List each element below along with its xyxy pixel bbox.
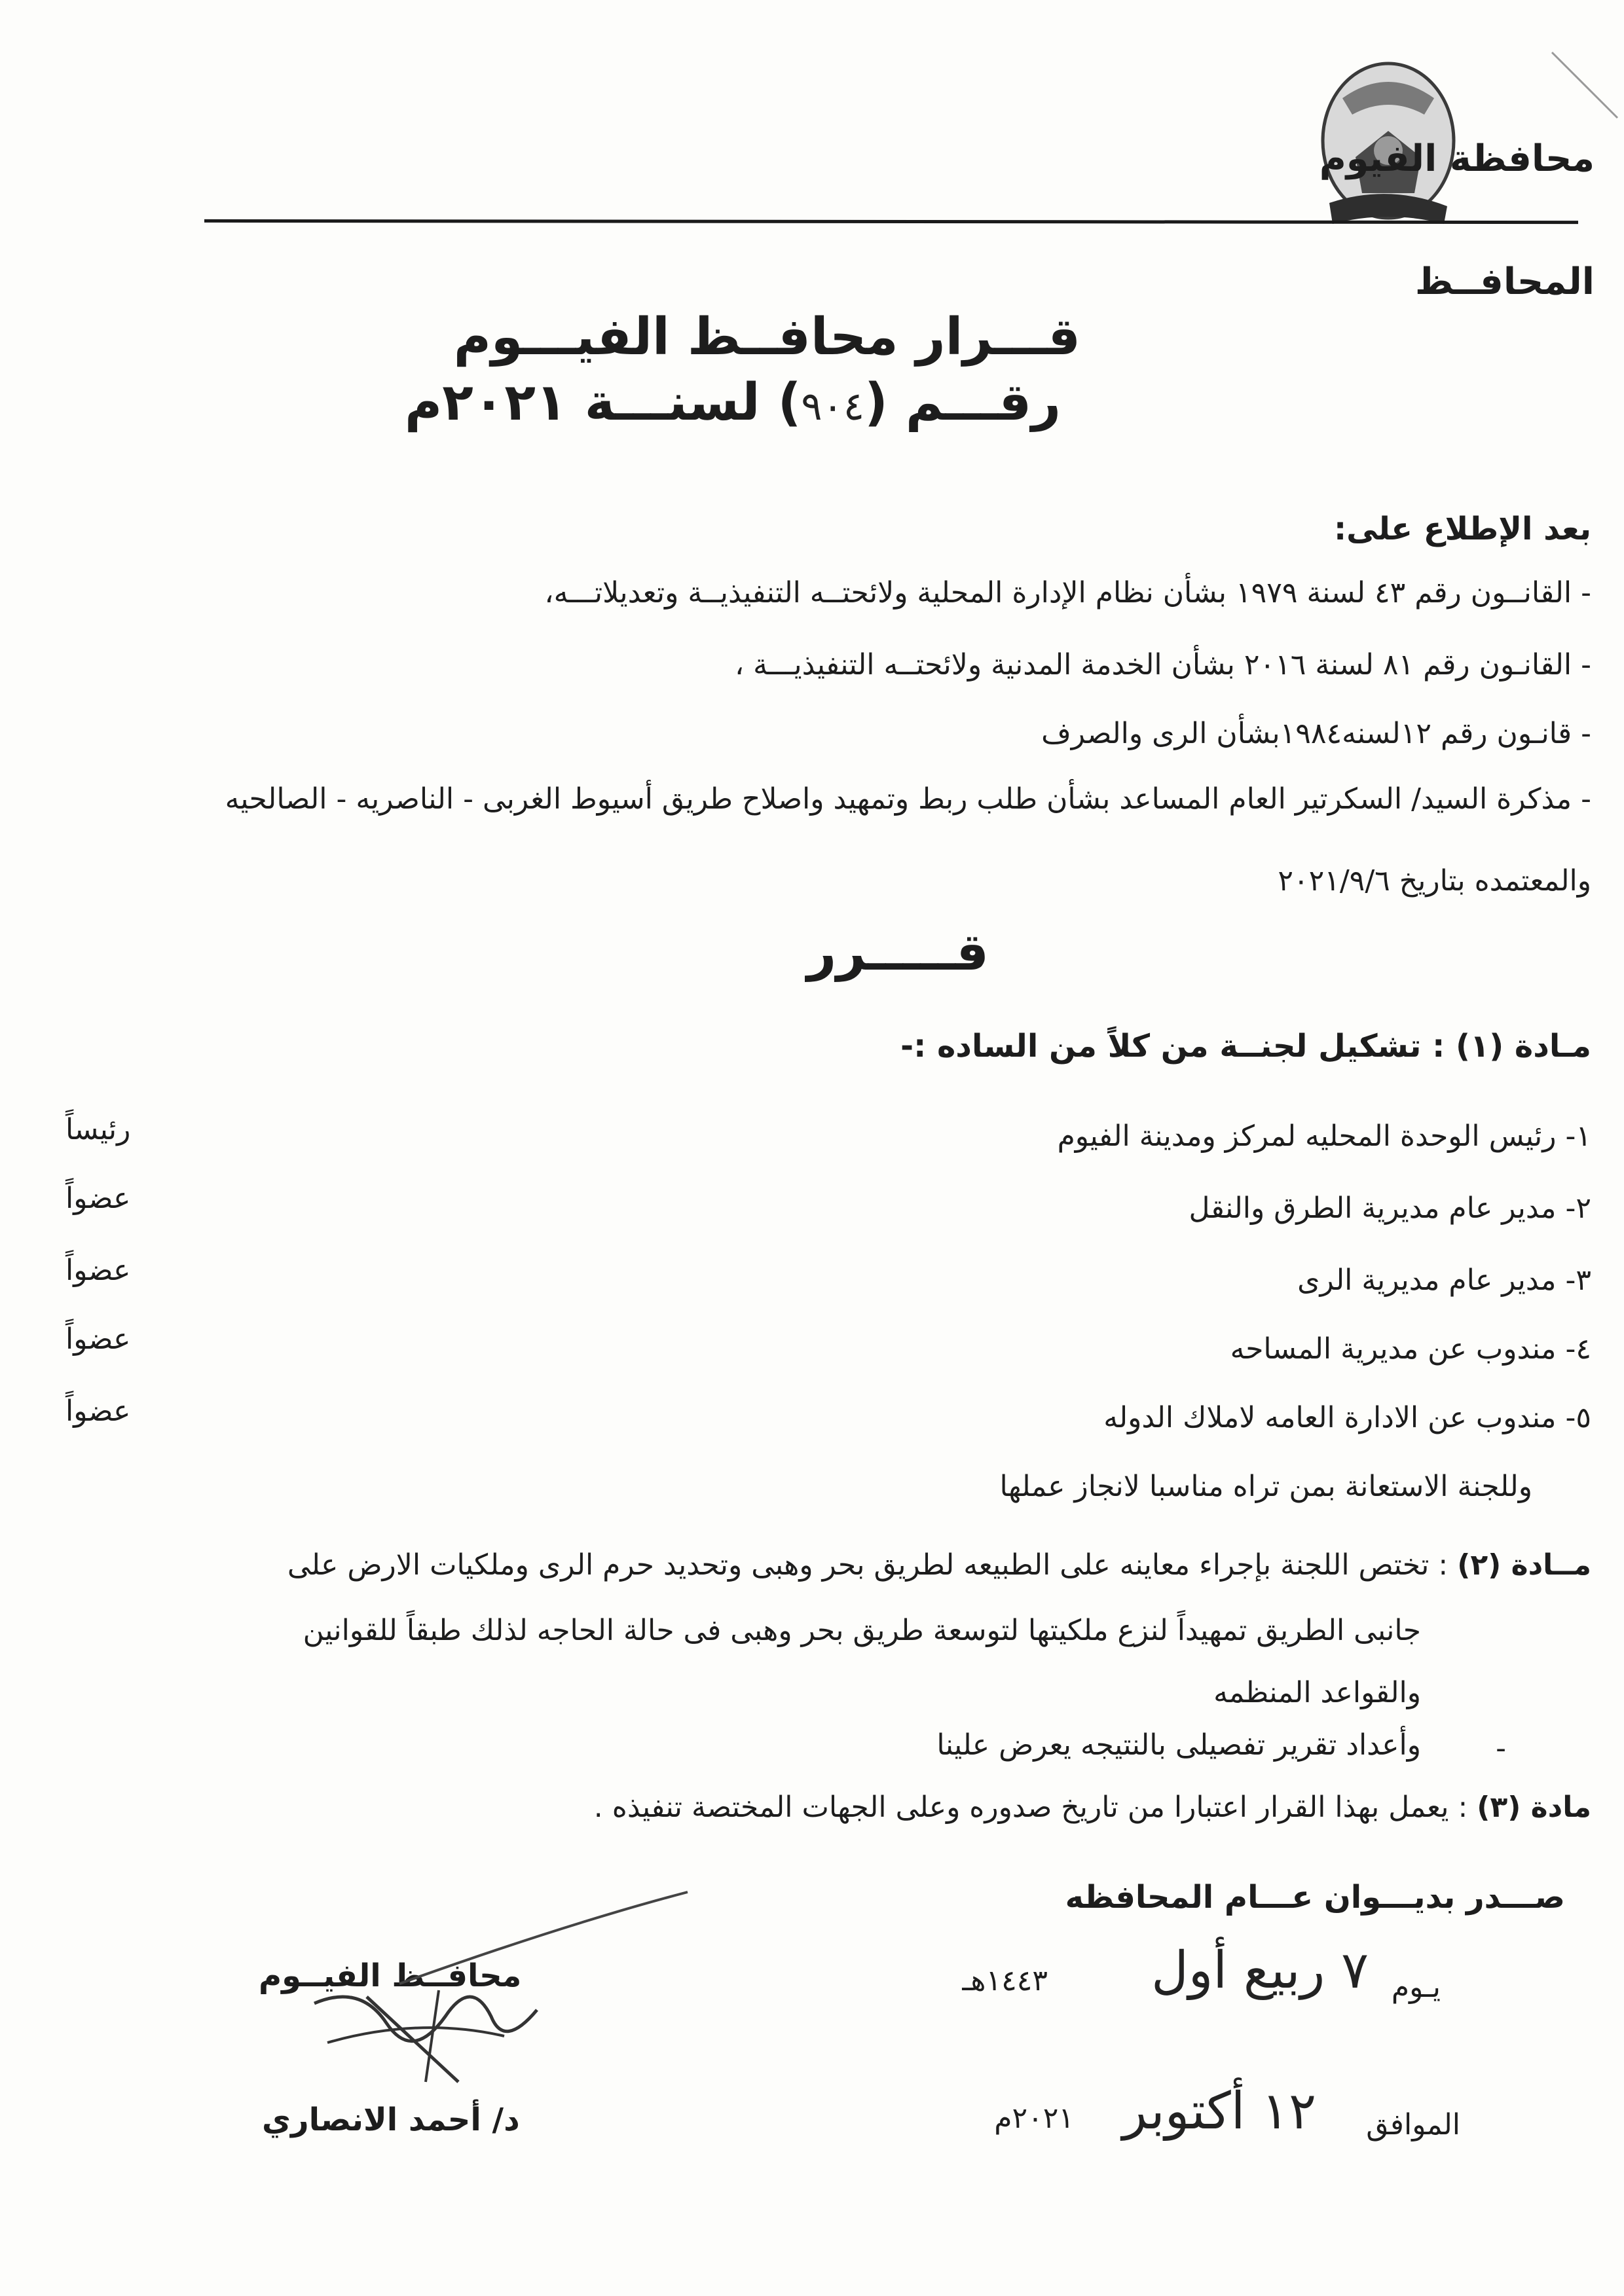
scan-mark — [1545, 46, 1624, 124]
article-1 — [900, 1028, 1591, 1065]
member-4-role: عضواً — [65, 1322, 131, 1356]
decision-heading: قـــــرر — [807, 923, 989, 982]
signatory-name: د/ أحمد الانصاري — [262, 2102, 520, 2138]
preamble-continuation: والمعتمده بتاريخ ٢٠٢١/٩/٦ — [1278, 864, 1591, 898]
member-2: ٢- مدير عام مديرية الطرق والنقل — [1189, 1192, 1591, 1225]
preamble-item-2: - القانـون رقم ٨١ لسنة ٢٠١٦ بشأن الخدمة المدنية ولائحتــه التنفيذيـــة ، — [734, 648, 1591, 682]
article-1-text: : تشكيل لجنــة من كلاً من الساده :- — [900, 1028, 1445, 1065]
member-5: ٥- مندوب عن الادارة العامه لاملاك الدوله — [1103, 1401, 1591, 1434]
office-label: المحافــظ — [1414, 261, 1595, 303]
article-3 — [594, 1791, 1591, 1824]
article-2-bullet-dash: - — [1496, 1732, 1506, 1765]
decision-number — [405, 373, 1061, 432]
article-3-label: مادة (٣) — [1477, 1791, 1591, 1824]
member-1-role: رئيساً — [65, 1113, 131, 1146]
hijri-day-label: يـوم — [1391, 1971, 1441, 2004]
header-rule — [204, 219, 1578, 224]
member-3-role: عضواً — [65, 1254, 131, 1287]
hijri-year: ١٤٤٣هـ — [962, 1964, 1048, 1997]
greg-date-handwritten: ١٢ أكتوبر — [1122, 2082, 1316, 2141]
greg-year: ٢٠٢١م — [994, 2102, 1074, 2135]
number-prefix: رقـــم ( — [864, 373, 1061, 432]
issuance-heading: صـــدر بديـــوان عـــام المحافظه — [1065, 1879, 1565, 1916]
decision-title: قـــرار محافــظ الفيـــوم — [453, 308, 1080, 367]
hijri-date-handwritten: ٧ ربيع أول — [1151, 1941, 1369, 2000]
preamble-item-1: - القانــون رقم ٤٣ لسنة ١٩٧٩ بشأن نظام الإدارة المحلية ولائحتــه التنفيذيــة وتعديلاتـــه، — [544, 576, 1591, 610]
article-2-line-1: : تختص اللجنة بإجراء معاينه على الطبيعه لطريق بحر وهبى وتحديد حرم الرى وملكيات الارض على — [287, 1548, 1449, 1582]
member-5-role: عضواً — [65, 1394, 131, 1428]
article-3-text: : يعمل بهذا القرار اعتبارا من تاريخ صدوره وعلى الجهات المختصة تنفيذه . — [593, 1791, 1468, 1824]
article-2-bullet: وأعداد تقرير تفصيلى بالنتيجه يعرض علينا — [936, 1728, 1421, 1762]
preamble-item-3: - قانـون رقم ١٢لسنه١٩٨٤بشأن الرى والصرف — [1041, 717, 1591, 750]
preamble-item-4: - مذكرة السيد/ السكرتير العام المساعد بشأن طلب ربط وتمهيد واصلاح طريق أسيوط الغربى - الناصريه - الصالحيه — [225, 782, 1591, 816]
article-2 — [287, 1548, 1591, 1582]
member-4: ٤- مندوب عن مديرية المساحه — [1230, 1332, 1591, 1366]
member-3: ٣- مدير عام مديرية الرى — [1297, 1264, 1591, 1297]
member-1: ١- رئيس الوحدة المحليه لمركز ومدينة الفيوم — [1057, 1120, 1591, 1153]
signature-title: محافــظ الفيــوم — [259, 1958, 522, 1994]
article-1-label: مـادة (١) — [1456, 1028, 1591, 1065]
authority-name: محافظة الفيوم — [1319, 137, 1595, 180]
number-suffix: ) لسنـــة ٢٠٢١م — [405, 373, 802, 432]
article-2-line-2: جانبى الطريق تمهيداً لنزع ملكيتها لتوسعة طريق بحر وهبى فى حالة الحاجه لذلك طبقاً للقوانين — [303, 1614, 1421, 1647]
committee-note: وللجنة الاستعانة بمن تراه مناسبا لانجاز عملها — [999, 1470, 1532, 1503]
article-2-line-3: والقواعد المنظمه — [1213, 1676, 1421, 1709]
handwritten-number: ٩٠٤ — [801, 384, 865, 429]
greg-label: الموافق — [1366, 2108, 1460, 2141]
handwritten-signature — [288, 1886, 694, 2095]
preamble-heading: بعد الإطلاع على: — [1333, 511, 1591, 547]
member-2-role: عضواً — [65, 1182, 131, 1215]
article-2-label: مــادة (٢) — [1457, 1548, 1591, 1582]
